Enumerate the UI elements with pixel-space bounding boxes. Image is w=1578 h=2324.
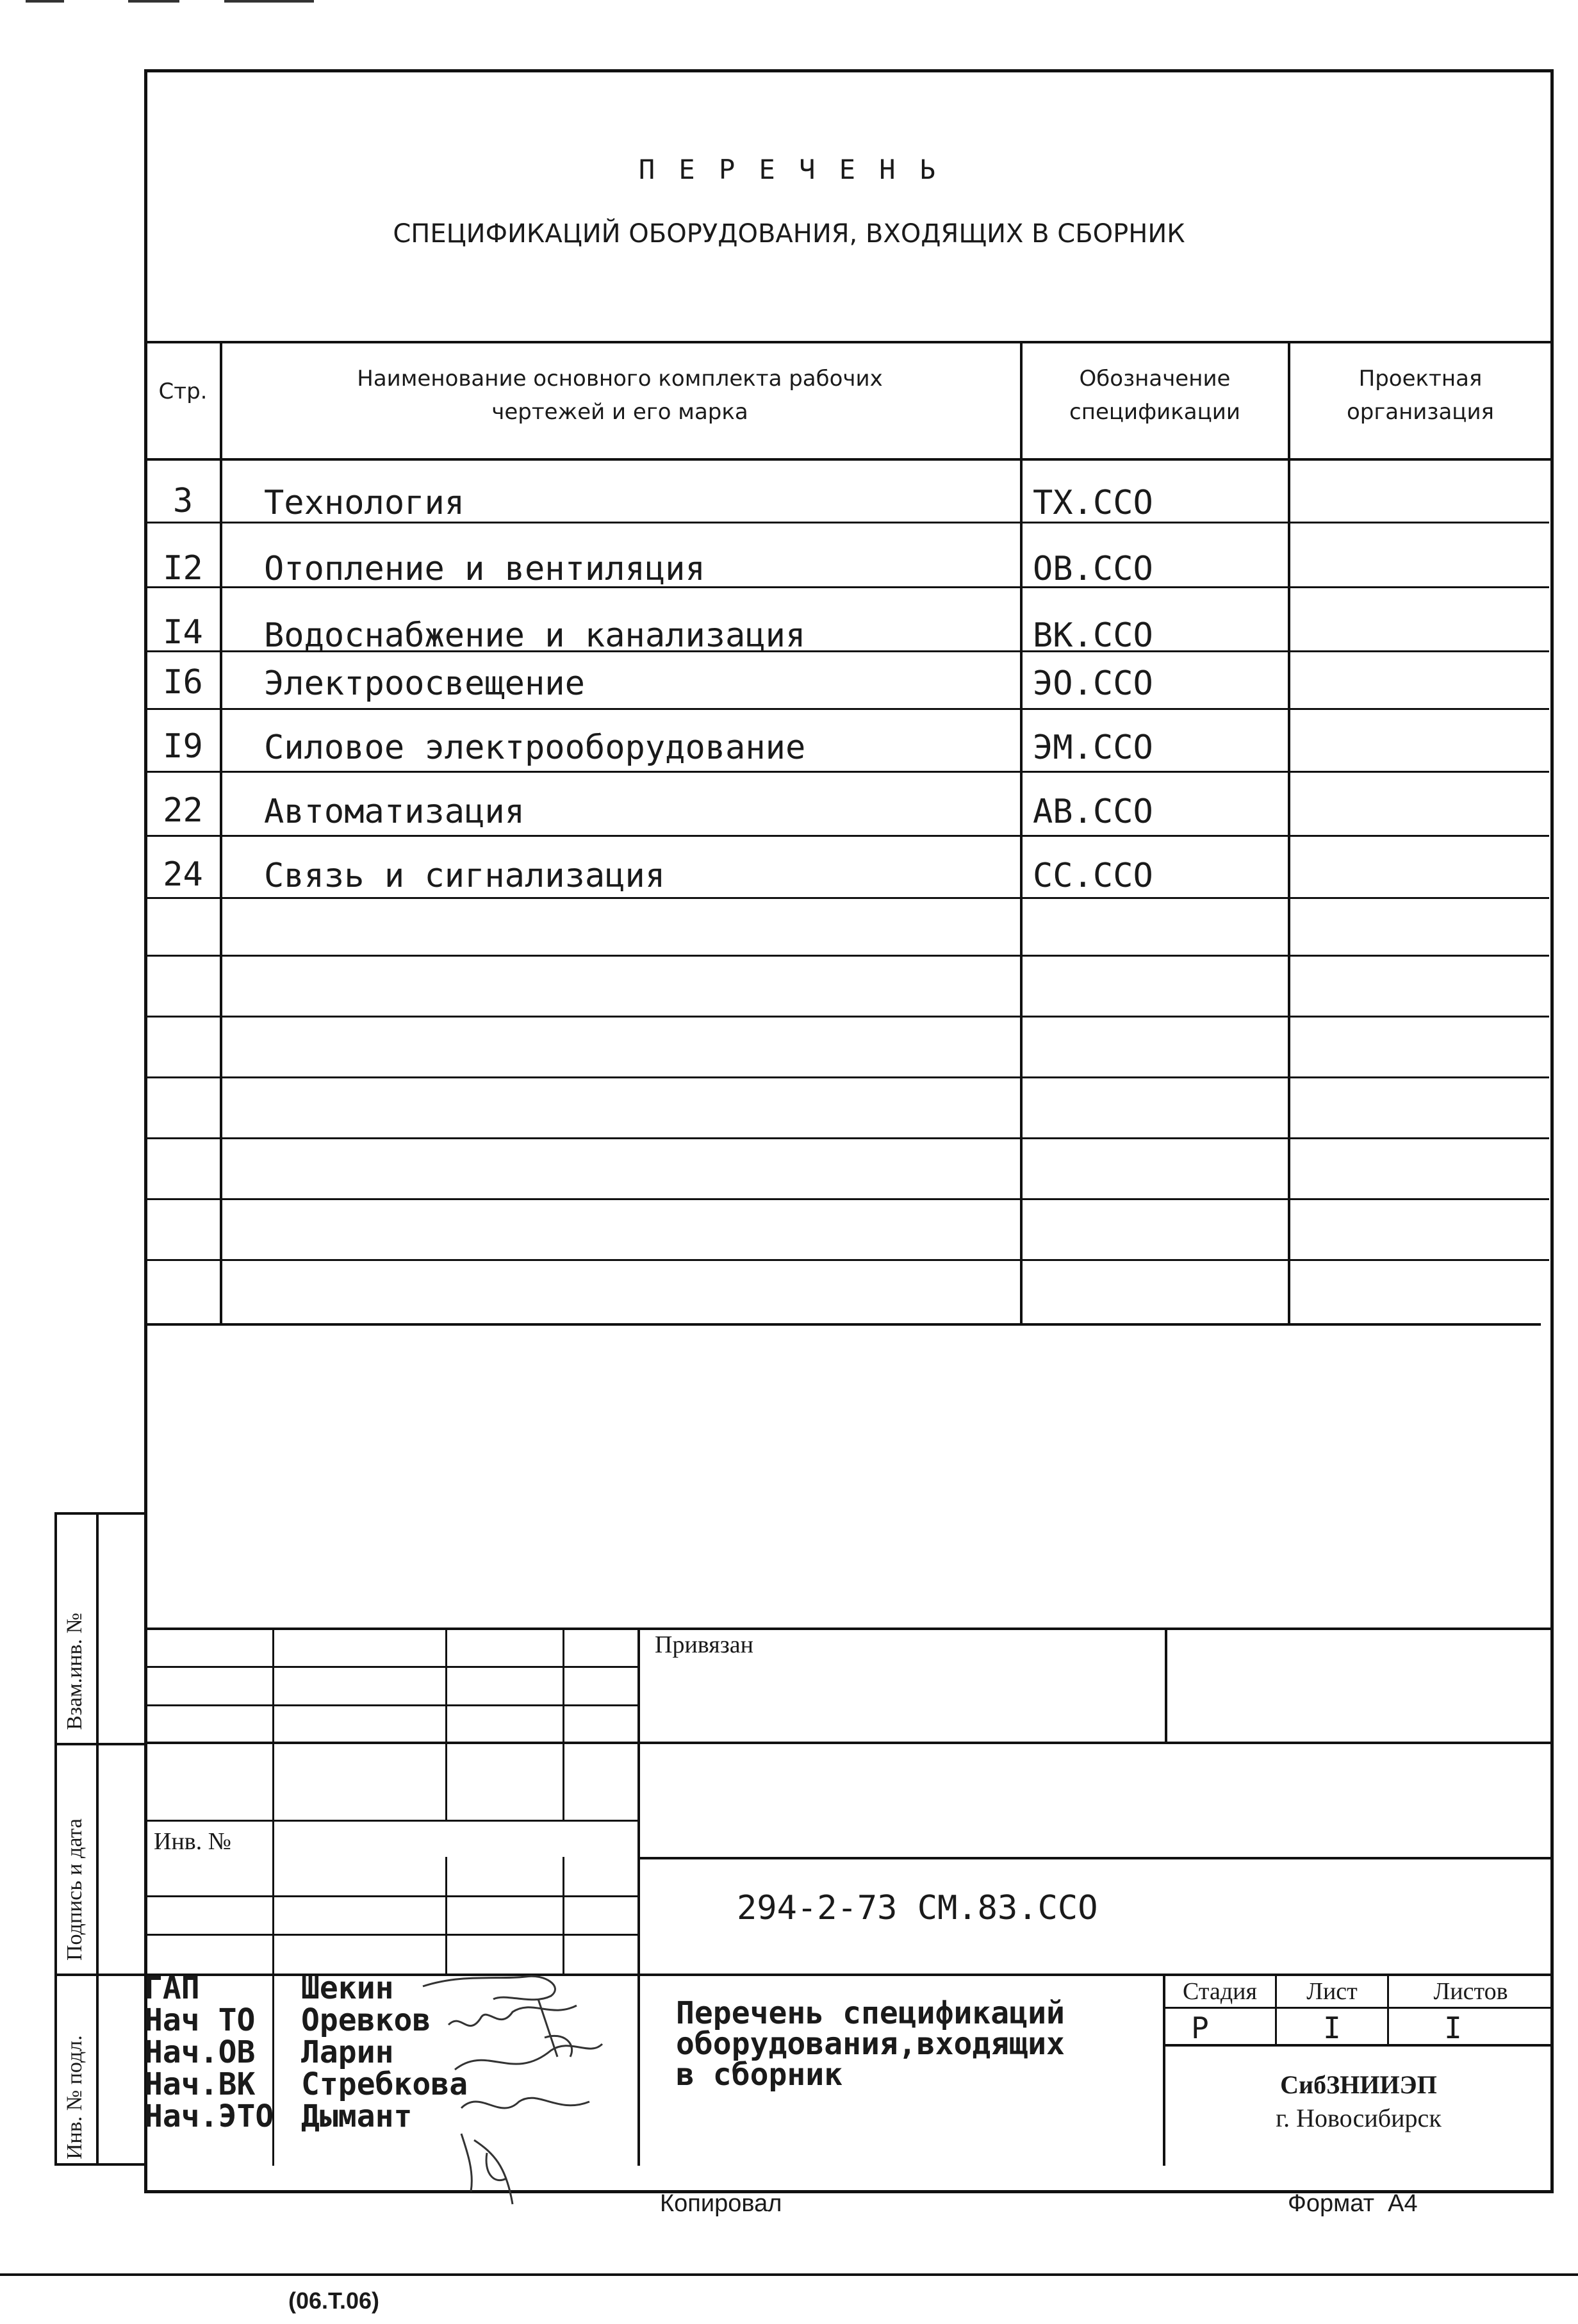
row-name: Автоматизация <box>264 793 525 831</box>
header-code-line1: Обозначение <box>1079 366 1231 391</box>
stamp-col <box>563 1857 564 1974</box>
side-label-inv-podl: Инв. № подл. <box>63 2035 86 2159</box>
stamp-sheets-label: Листов <box>1433 1978 1508 2005</box>
row-code: АВ.ССО <box>1033 793 1153 831</box>
header-name-line1: Наименование основного комплекта рабочих <box>357 366 883 391</box>
stamp-line <box>144 1934 639 1936</box>
stamp-col <box>563 1628 564 1820</box>
row-page: 3 <box>172 482 193 520</box>
stamp-line <box>639 1857 1554 1859</box>
row-code: ЭМ.ССО <box>1033 729 1153 767</box>
header-page: Стр. <box>158 379 208 404</box>
table-row-line <box>146 955 1549 957</box>
header-code-line2: спецификации <box>1069 399 1240 425</box>
scan-mark <box>26 0 64 3</box>
stamp-line <box>144 1666 639 1668</box>
scan-mark <box>128 0 179 3</box>
row-name: Электроосвещение <box>264 664 585 703</box>
stamp-org-line2: г. Новосибирск <box>1276 2104 1442 2132</box>
page-bottom-line <box>0 2273 1578 2276</box>
table-col-divider <box>1288 341 1290 1324</box>
stamp-col <box>637 1628 640 2166</box>
stamp-line <box>144 1895 639 1897</box>
position-nach-vk: Нач.ВК <box>144 2066 256 2102</box>
stamp-doc-code: 294-2-73 СМ.83.ССО <box>737 1889 1098 1927</box>
position-gap: ГАП <box>144 1970 200 2006</box>
stamp-sheet-label: Лист <box>1306 1978 1358 2005</box>
stamp-positions <box>144 1972 274 2132</box>
position-nach-eto: Нач.ЭТО <box>144 2098 274 2134</box>
scan-mark <box>224 0 314 3</box>
table-col-divider <box>1020 341 1023 1324</box>
table-row-line <box>146 1137 1549 1139</box>
row-page: I9 <box>163 727 203 766</box>
row-code: ВК.ССО <box>1033 616 1153 655</box>
stamp-top-border <box>144 1628 1554 1630</box>
table-row-line <box>146 835 1549 837</box>
table-row-line <box>146 897 1549 899</box>
row-name: Водоснабжение и канализация <box>264 616 806 655</box>
side-label-podpis-data: Подпись и дата <box>63 1818 86 1961</box>
doc-title-line3: в сборник <box>676 2057 843 2093</box>
header-org-line1: Проектная <box>1358 366 1483 391</box>
page-title: П Е Р Е Ч Е Н Ь <box>638 154 940 185</box>
stamp-col <box>1165 1628 1167 1742</box>
table-row-line <box>146 708 1549 710</box>
footer-copied: Копировал <box>660 2190 782 2217</box>
stamp-line <box>1163 2007 1554 2009</box>
footer-code: (06.Т.06) <box>288 2287 379 2314</box>
stamp-org-line1: СибЗНИИЭП <box>1280 2070 1437 2099</box>
header-org-line2: организация <box>1346 399 1494 425</box>
stamp-col <box>445 1628 447 1820</box>
row-page: I2 <box>163 549 203 588</box>
table-row-line <box>146 1016 1549 1018</box>
row-code: СС.ССО <box>1033 857 1153 895</box>
row-page: I4 <box>163 613 203 652</box>
doc-title-line1: Перечень спецификаций <box>676 1995 1065 2031</box>
name-shekin: Шекин <box>301 1970 394 2006</box>
stamp-line <box>144 1704 639 1706</box>
row-name: Силовое электрооборудование <box>264 729 806 767</box>
name-larin: Ларин <box>301 2034 394 2070</box>
name-strebkova: Стребкова <box>301 2066 468 2102</box>
table-row-line <box>146 1076 1549 1078</box>
table-row-line <box>146 1259 1549 1261</box>
side-label-divider <box>96 1512 99 2166</box>
row-page: 24 <box>163 855 203 894</box>
stamp-inv-no: Инв. № <box>154 1828 231 1855</box>
table-row-line <box>146 771 1549 773</box>
stamp-privyazan: Привязан <box>655 1631 753 1658</box>
stamp-col <box>445 1857 447 1974</box>
side-label-separator <box>54 1743 144 1745</box>
table-top-border <box>144 341 1554 343</box>
side-label-vzam-inv: Взам.инв. № <box>63 1612 86 1730</box>
row-page: I6 <box>163 663 203 702</box>
page-subtitle: СПЕЦИФИКАЦИЙ ОБОРУДОВАНИЯ, ВХОДЯЩИХ В СБОРНИК <box>393 219 1185 249</box>
stamp-sheets-value: I <box>1444 2011 1462 2045</box>
row-name: Связь и сигнализация <box>264 857 666 895</box>
table-bottom-border <box>144 1323 1541 1326</box>
stamp-doc-title <box>676 1995 1065 2093</box>
stamp-line <box>144 1742 1554 1744</box>
position-nach-ov: Нач.ОВ <box>144 2034 256 2070</box>
table-row-line <box>146 1198 1549 1200</box>
row-name: Технология <box>264 484 465 522</box>
stamp-stage-label: Стадия <box>1183 1978 1257 2005</box>
table-header-border <box>144 458 1554 461</box>
signatures-graphic <box>410 1961 628 2217</box>
header-name-line2: чертежей и его марка <box>491 399 748 425</box>
stamp-stage-value: Р <box>1191 2011 1209 2045</box>
row-name: Отопление и вентиляция <box>264 550 705 588</box>
side-label-separator <box>54 1974 144 1976</box>
name-dymant: Дымант <box>301 2098 413 2134</box>
row-code: ЭО.ССО <box>1033 664 1153 703</box>
stamp-line <box>144 1820 639 1822</box>
doc-title-line2: оборудования,входящих <box>676 2026 1065 2062</box>
table-col-divider <box>220 341 222 1324</box>
row-page: 22 <box>163 791 203 830</box>
footer-format: Формат А4 <box>1288 2190 1418 2217</box>
stamp-sheet-value: I <box>1323 2011 1341 2045</box>
row-code: ОВ.ССО <box>1033 550 1153 588</box>
position-nach-to: Нач ТО <box>144 2002 256 2038</box>
name-orevkov: Оревков <box>301 2002 431 2038</box>
row-code: ТХ.ССО <box>1033 484 1153 522</box>
